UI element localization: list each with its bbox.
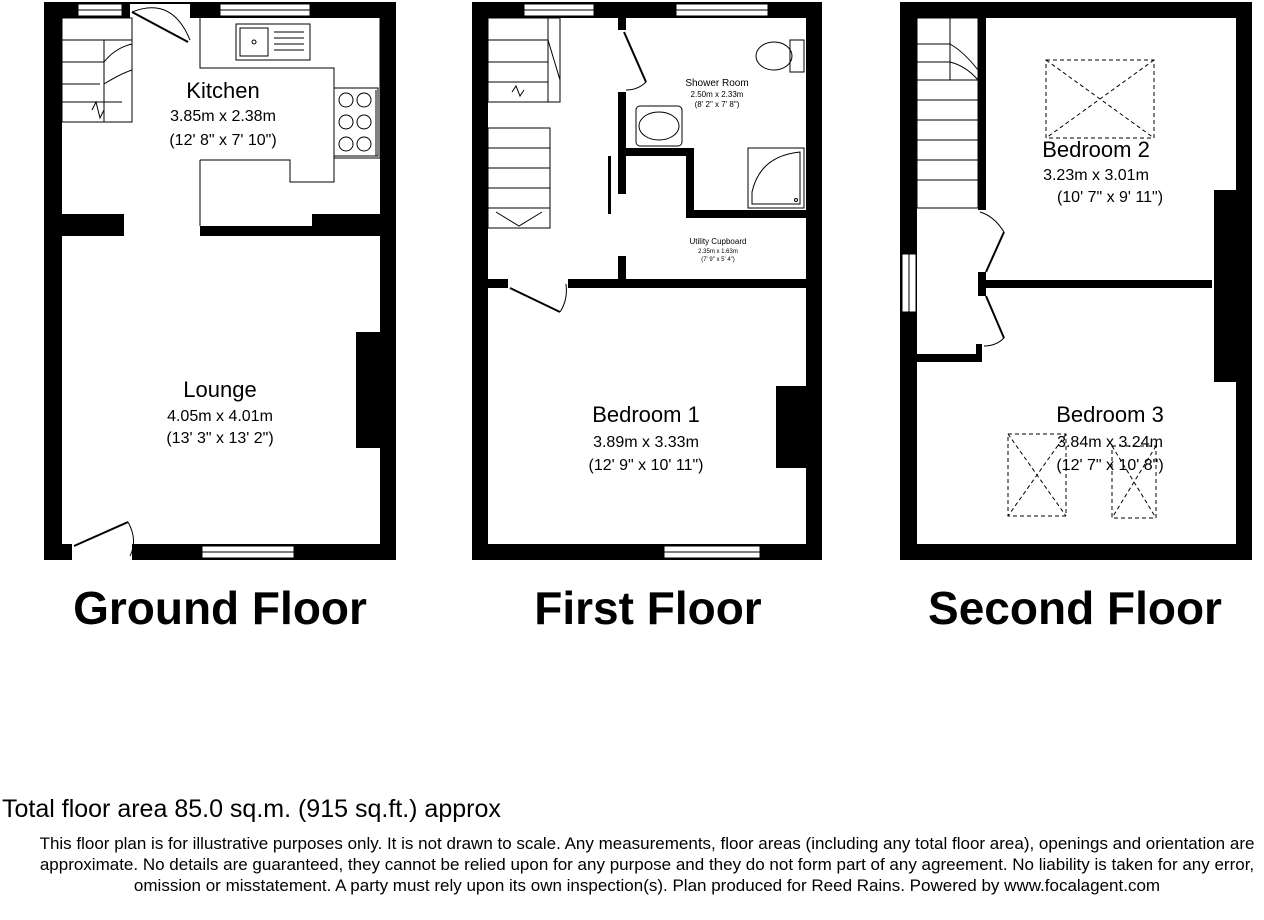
room-metric-bedroom-2: 3.23m x 3.01m — [1043, 167, 1149, 184]
room-name-bedroom-1: Bedroom 1 — [592, 402, 700, 427]
bathtub-icon — [636, 106, 682, 146]
room-metric-utility-cupboard: 2.35m x 1.63m — [698, 249, 738, 255]
window-icon — [220, 4, 310, 16]
window-icon — [902, 254, 916, 312]
room-name-shower-room: Shower Room — [685, 78, 749, 89]
room-metric-bedroom-3: 3.84m x 3.24m — [1057, 434, 1163, 451]
room-name-bedroom-3: Bedroom 3 — [1056, 402, 1164, 427]
door-icon — [984, 296, 1004, 346]
room-metric-lounge: 4.05m x 4.01m — [167, 408, 273, 425]
room-imperial-kitchen: (12' 8" x 7' 10") — [169, 132, 277, 149]
second-floor-plan — [900, 2, 1252, 634]
door-icon — [618, 30, 646, 92]
window-icon — [78, 4, 122, 16]
room-metric-bedroom-1: 3.89m x 3.33m — [593, 434, 699, 451]
door-icon — [130, 4, 190, 42]
window-icon — [664, 546, 760, 558]
total-floor-area: Total floor area 85.0 sq.m. (915 sq.ft.) approx — [2, 795, 501, 823]
floor-title-second: Second Floor — [928, 582, 1222, 634]
room-imperial-lounge: (13' 3" x 13' 2") — [166, 430, 274, 447]
window-icon — [676, 4, 768, 16]
room-name-kitchen: Kitchen — [186, 78, 260, 103]
window-icon — [202, 546, 294, 558]
room-imperial-bedroom-1: (12' 9" x 10' 11") — [588, 457, 704, 474]
staircase-icon — [917, 18, 978, 208]
first-floor-plan — [472, 2, 822, 634]
room-imperial-bedroom-3: (12' 7" x 10' 8") — [1056, 457, 1164, 474]
shower-tray-icon — [748, 148, 804, 208]
sink-icon — [236, 24, 310, 60]
disclaimer-text: This floor plan is for illustrative purposes only. It is not drawn to scale. Any measurements, floor areas (including any total floor area), openings and orientation are approximate. No details are guaranteed, they cannot be relied upon for any purpose and they do not form part of any agreement. No liability is taken for any error, omission or misstatement. A party must rely upon its own inspection(s). Plan produced for Reed Rains. Powered by www.focalagent.com — [39, 834, 1255, 895]
room-name-bedroom-2: Bedroom 2 — [1042, 137, 1150, 162]
room-imperial-bedroom-2: (10' 7" x 9' 11") — [1056, 189, 1164, 206]
window-icon — [524, 4, 594, 16]
skylight-icon — [1046, 60, 1154, 138]
door-icon — [980, 212, 1004, 272]
room-metric-kitchen: 3.85m x 2.38m — [170, 108, 276, 125]
ground-floor-plan — [44, 2, 396, 634]
staircase-icon — [488, 18, 560, 228]
toilet-icon — [756, 40, 804, 72]
door-icon — [72, 522, 134, 560]
floor-title-ground: Ground Floor — [73, 582, 367, 634]
room-name-utility-cupboard: Utility Cupboard — [689, 237, 747, 246]
room-imperial-shower-room: (8' 2" x 7' 8") — [694, 100, 740, 109]
door-icon — [510, 284, 566, 312]
room-imperial-utility-cupboard: (7' 9" x 5' 4") — [701, 257, 735, 263]
staircase-icon — [62, 18, 132, 122]
floor-title-first: First Floor — [534, 582, 762, 634]
room-name-lounge: Lounge — [183, 377, 257, 402]
hob-icon — [334, 88, 378, 156]
room-metric-shower-room: 2.50m x 2.33m — [690, 90, 744, 99]
